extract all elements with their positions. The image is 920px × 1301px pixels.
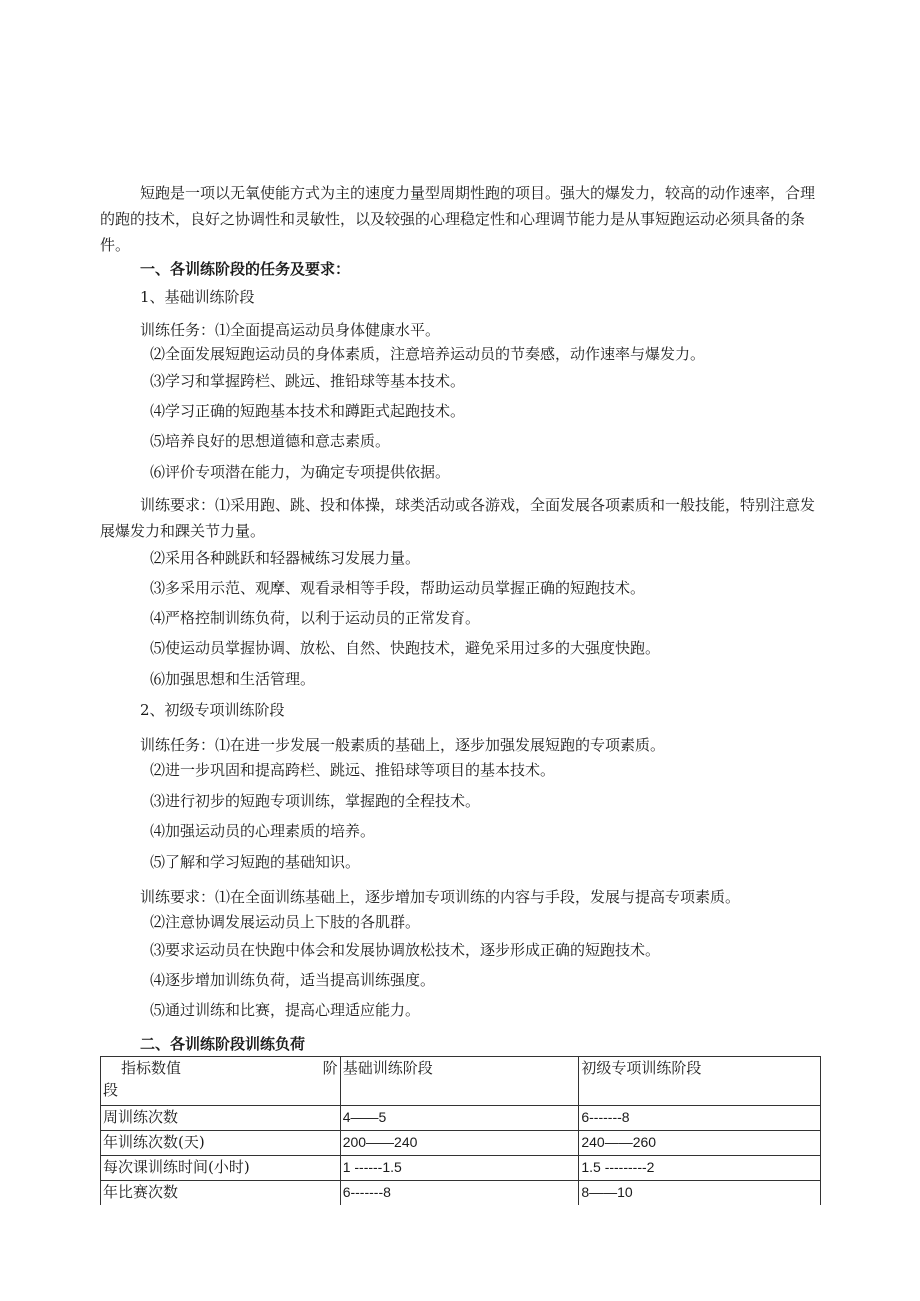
table-header-row: [101, 1057, 821, 1106]
stage2-req-5: ⑸通过训练和比赛，提高心理适应能力。: [150, 1001, 421, 1019]
header-metric-label: 指标数值: [121, 1059, 182, 1077]
stage2-req-1: 训练要求：⑴在全面训练基础上，逐步增加专项训练的内容与手段，发展与提高专项素质。: [140, 888, 741, 906]
header-col-basic: 基础训练阶段: [340, 1057, 579, 1106]
header-stage-wrap: 段: [103, 1081, 119, 1099]
row-label: 年比赛次数: [101, 1181, 341, 1206]
stage2-task-1: 训练任务：⑴在进一步发展一般素质的基础上，逐步加强发展短跑的专项素质。: [140, 736, 666, 754]
stage1-title: 1、基础训练阶段: [140, 288, 255, 306]
row-value-junior: 240——260: [579, 1131, 821, 1156]
stage2-task-2: ⑵进一步巩固和提高跨栏、跳远、推铅球等项目的基本技术。: [150, 761, 556, 779]
intro-paragraph: 短跑是一项以无氧使能方式为主的速度力量型周期性跑的项目。强大的爆发力，较高的动作速率，合理的跑的技术，良好之协调性和灵敏性，以及较强的心理稳定性和心理调节能力是从事短跑运动必须具备的条件。: [100, 184, 816, 254]
stage1-req-1: 训练要求：⑴采用跑、跳、投和体操，球类活动或各游戏，全面发展各项素质和一般技能，特别注意发展爆发力和踝关节力量。: [100, 496, 816, 540]
stage2-title: 2、初级专项训练阶段: [140, 701, 285, 719]
stage2-task-3: ⑶进行初步的短跑专项训练，掌握跑的全程技术。: [150, 792, 481, 810]
stage1-task-6: ⑹评价专项潜在能力，为确定专项提供依据。: [150, 463, 451, 481]
section2-heading: 二、各训练阶段训练负荷: [140, 1035, 306, 1053]
stage2-task-4: ⑷加强运动员的心理素质的培养。: [150, 822, 376, 840]
stage2-req-2: ⑵注意协调发展运动员上下肢的各肌群。: [150, 913, 421, 931]
table-row: [101, 1181, 821, 1206]
training-load-table: [100, 1056, 821, 1205]
stage2-task-5: ⑸了解和学习短跑的基础知识。: [150, 853, 361, 871]
row-value-junior: 1.5 ---------2: [579, 1156, 821, 1181]
stage1-req-3: ⑶多采用示范、观摩、观看录相等手段，帮助运动员掌握正确的短跑技术。: [150, 579, 646, 597]
header-stage-label: 阶: [322, 1059, 338, 1077]
stage1-req-4: ⑷严格控制训练负荷，以利于运动员的正常发育。: [150, 609, 481, 627]
table-row: [101, 1106, 821, 1131]
stage1-task-4: ⑷学习正确的短跑基本技术和蹲距式起跑技术。: [150, 402, 466, 420]
row-label: 每次课训练时间(小时): [101, 1156, 341, 1181]
row-label: 周训练次数: [101, 1106, 341, 1131]
row-value-basic: 1 ------1.5: [340, 1156, 579, 1181]
section1-heading: 一、各训练阶段的任务及要求：: [140, 260, 351, 278]
stage1-task-3: ⑶学习和掌握跨栏、跳远、推铅球等基本技术。: [150, 372, 466, 390]
row-value-basic: 6-------8: [340, 1181, 579, 1206]
table-header-corner: [101, 1057, 341, 1106]
stage1-req-2: ⑵采用各种跳跃和轻器械练习发展力量。: [150, 549, 421, 567]
stage1-task-1: 训练任务：⑴全面提高运动员身体健康水平。: [140, 321, 441, 339]
row-value-basic: 200——240: [340, 1131, 579, 1156]
stage2-req-3: ⑶要求运动员在快跑中体会和发展协调放松技术，逐步形成正确的短跑技术。: [150, 941, 661, 959]
header-col-junior: 初级专项训练阶段: [579, 1057, 821, 1106]
stage1-task-5: ⑸培养良好的思想道德和意志素质。: [150, 432, 391, 450]
table-row: [101, 1156, 821, 1181]
stage1-task-2: ⑵全面发展短跑运动员的身体素质，注意培养运动员的节奏感，动作速率与爆发力。: [150, 345, 706, 363]
row-value-junior: 6-------8: [579, 1106, 821, 1131]
stage1-req-6: ⑹加强思想和生活管理。: [150, 670, 316, 688]
stage1-req-5: ⑸使运动员掌握协调、放松、自然、快跑技术，避免采用过多的大强度快跑。: [150, 639, 661, 657]
table-row: [101, 1131, 821, 1156]
row-label: 年训练次数(天): [101, 1131, 341, 1156]
stage2-req-4: ⑷逐步增加训练负荷，适当提高训练强度。: [150, 971, 436, 989]
row-value-junior: 8——10: [579, 1181, 821, 1206]
row-value-basic: 4——5: [340, 1106, 579, 1131]
